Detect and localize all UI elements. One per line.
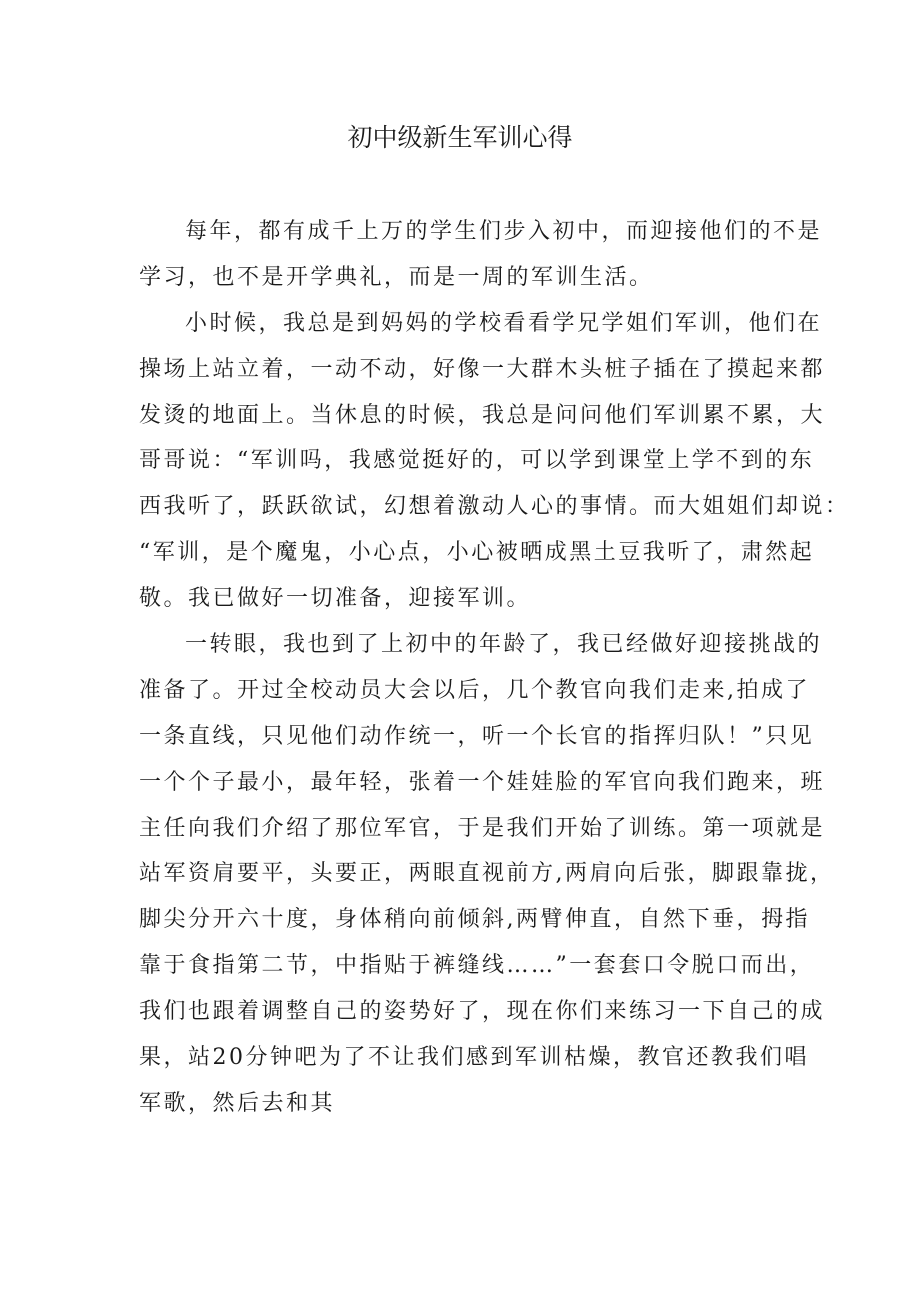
text-line: 我们也跟着调整自己的姿势好了，现在你们来练习一下自己的成 — [139, 999, 826, 1025]
text-line: 一条直线，只见他们动作统一，听一个长官的指挥归队！”只见 — [139, 723, 815, 749]
text-line: 发烫的地面上。当休息的时候，我总是问问他们军训累不累，大 — [139, 402, 826, 428]
text-line: “军训，是个魔鬼，小心点，小心被晒成黑土豆我听了，肃然起 — [139, 540, 815, 566]
text-line-paragraph-start: 每年，都有成千上万的学生们步入初中，而迎接他们的不是 — [185, 219, 823, 244]
text-line: 主任向我们介绍了那位军官，于是我们开始了训练。第一项就是 — [139, 815, 826, 841]
text-line: 西我听了，跃跃欲试，幻想着激动人心的事情。而大姐姐们却说： — [139, 494, 850, 520]
text-line: 军歌，然后去和其 — [139, 1090, 336, 1116]
text-line: 学习，也不是开学典礼，而是一周的军训生活。 — [139, 264, 654, 290]
document-title: 初中级新生军训心得 — [347, 123, 573, 152]
text-line: 一个个子最小，最年轻，张着一个娃娃脸的军官向我们跑来，班 — [139, 769, 826, 795]
document-body — [139, 209, 850, 1127]
text-line-paragraph-start: 小时候，我总是到妈妈的学校看看学兄学姐们军训，他们在 — [185, 310, 823, 336]
text-line: 哥哥说：“军训吗，我感觉挺好的，可以学到课堂上学不到的东 — [139, 448, 815, 474]
text-line: 操场上站立着，一动不动，好像一大群木头桩子插在了摸起来都 — [139, 356, 826, 382]
text-line: 靠于食指第二节，中指贴于裤缝线……”一套套口令脱口而出， — [139, 953, 815, 979]
text-line: 脚尖分开六十度，身体稍向前倾斜,两臂伸直，自然下垂，拇指 — [139, 907, 810, 933]
text-line-paragraph-start: 一转眼，我也到了上初中的年龄了，我已经做好迎接挑战的 — [185, 632, 823, 658]
text-line: 果，站20分钟吧为了不让我们感到军训枯燥，教官还教我们唱 — [139, 1045, 809, 1071]
text-line: 准备了。开过全校动员大会以后，几个教官向我们走来,拍成了 — [139, 677, 810, 703]
text-line: 站军资肩要平，头要正，两眼直视前方,两肩向后张，脚跟靠拢， — [139, 861, 835, 887]
text-line: 敬。我已做好一切准备，迎接军训。 — [139, 586, 532, 612]
